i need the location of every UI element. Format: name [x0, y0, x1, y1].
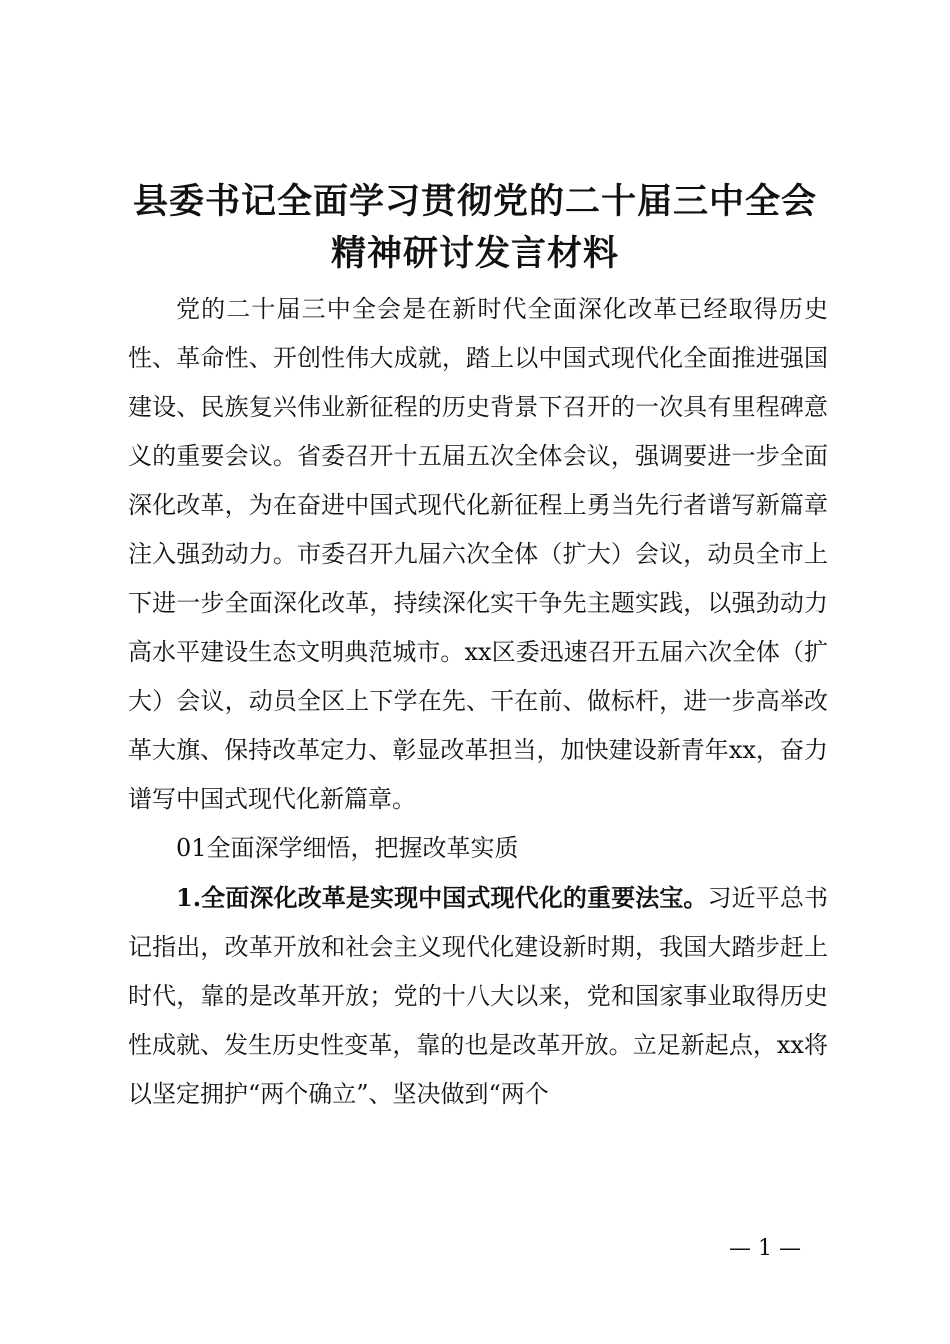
- point-1-text: 习近平总书记指出，改革开放和社会主义现代化建设新时期，我国大踏步赶上时代，靠的是改革开放；党的十八大以来，党和国家事业取得历史性成就、发生历史性变革，靠的也是改革开放。立足新起点，xx将以坚定拥护“两个确立”、坚决做到“两个: [128, 884, 828, 1108]
- point-1-lead: 1.全面深化改革是实现中国式现代化的重要法宝。: [176, 883, 708, 912]
- section-heading: 01全面深学细悟，把握改革实质: [176, 834, 519, 862]
- page-number: — 1 —: [729, 1236, 801, 1261]
- point-1-paragraph: [128, 873, 828, 1119]
- document-title: 县委书记全面学习贯彻党的二十届三中全会精神研讨发言材料: [132, 181, 817, 274]
- document-body: [128, 285, 828, 1119]
- intro-paragraph: 党的二十届三中全会是在新时代全面深化改革已经取得历史性、革命性、开创性伟大成就，踏上以中国式现代化全面推进强国建设、民族复兴伟业新征程的历史背景下召开的一次具有里程碑意义的重要会议。省委召开十五届五次全体会议，强调要进一步全面深化改革，为在奋进中国式现代化新征程上勇当先行者谱写新篇章注入强劲动力。市委召开九届六次全体（扩大）会议，动员全市上下进一步全面深化改革，持续深化实干争先主题实践，以强劲动力高水平建设生态文明典范城市。xx区委迅速召开五届六次全体（扩大）会议，动员全区上下学在先、干在前、做标杆，进一步高举改革大旗、保持改革定力、彰显改革担当，加快建设新青年xx，奋力谱写中国式现代化新篇章。: [128, 295, 828, 813]
